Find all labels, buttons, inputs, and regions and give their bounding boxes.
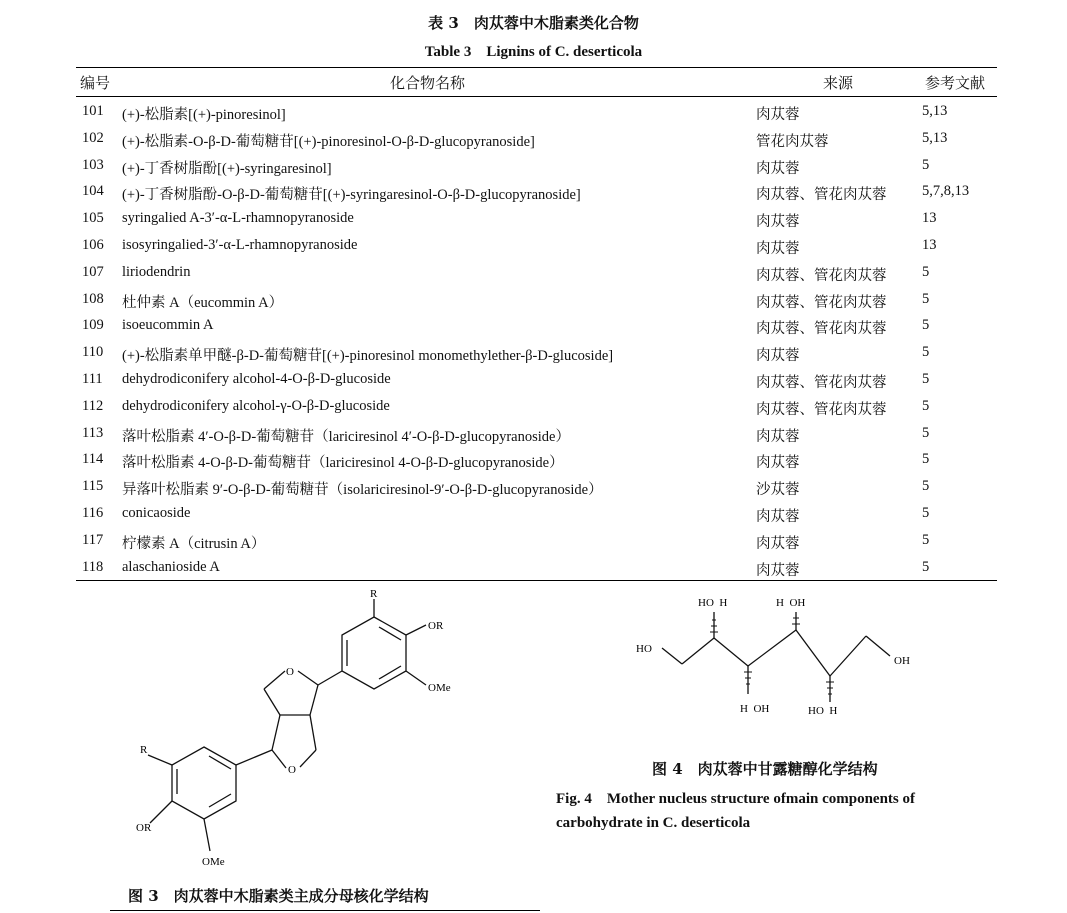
fig3-label-r-bottom: R: [140, 744, 148, 756]
row-no: 112: [82, 397, 104, 414]
table-row: [0, 340, 1067, 367]
row-source: 肉苁蓉: [756, 160, 800, 177]
row-no: 108: [82, 290, 104, 307]
row-name: 柠檬素 A（citrusin A）: [122, 535, 266, 552]
row-name: syringalied A-3′-α-L-rhamnopyranoside: [122, 210, 354, 227]
row-ref: 5: [922, 263, 930, 280]
table-row: [0, 474, 1067, 501]
row-no: 110: [82, 344, 104, 361]
row-name: dehydrodiconifery alcohol-γ-O-β-D-glucoside: [122, 397, 390, 414]
fig4-label-ho-h-lower: HO H: [808, 705, 838, 717]
row-name: dehydrodiconifery alcohol-4-O-β-D-glucoside: [122, 371, 391, 387]
row-ref: 13: [922, 237, 937, 253]
table-row: [0, 153, 1067, 180]
row-source: 肉苁蓉: [756, 241, 800, 257]
fig3-label-ome-bottom: OMe: [202, 856, 225, 868]
header-no: 编号: [80, 74, 111, 92]
fig3-structure: [120, 585, 480, 875]
row-no: 106: [82, 237, 104, 253]
table-row: [0, 287, 1067, 314]
row-name: 异落叶松脂素 9′-O-β-D-葡萄糖苷（isolariciresinol-9′-O-β-D-glucopyranoside）: [122, 482, 603, 499]
row-ref: 13: [922, 210, 937, 227]
row-name: (+)-松脂素单甲醚-β-D-葡萄糖苷[(+)-pinoresinol monomethylether-β-D-glucoside]: [122, 348, 614, 365]
row-name: (+)-丁香树脂酚[(+)-syringaresinol]: [122, 160, 332, 177]
row-ref: 5,13: [922, 129, 948, 146]
row-no: 107: [82, 263, 104, 280]
row-no: 117: [82, 531, 104, 548]
row-ref: 5: [922, 451, 930, 468]
fig4-label-ho-left: HO: [636, 643, 652, 655]
row-source: 沙苁蓉: [756, 482, 800, 499]
table-row: [0, 206, 1067, 233]
row-source: 肉苁蓉: [756, 214, 800, 231]
header-name: 化合物名称: [390, 74, 466, 92]
row-source: 肉苁蓉: [756, 562, 800, 579]
table-row: [0, 233, 1067, 260]
table-row: [0, 126, 1067, 153]
table-row: [0, 421, 1067, 448]
row-no: 114: [82, 451, 104, 468]
table-header-rule: [76, 96, 997, 97]
row-no: 116: [82, 505, 104, 521]
row-no: 115: [82, 478, 104, 495]
fig4-label-h-oh-upper: H OH: [776, 597, 806, 609]
table-row: [0, 501, 1067, 528]
table-row: [0, 555, 1067, 582]
row-name: 落叶松脂素 4-O-β-D-葡萄糖苷（lariciresinol 4-O-β-D-glucopyranoside）: [122, 455, 564, 472]
fig4-caption-en-line2: carbohydrate in C. deserticola: [556, 815, 751, 831]
row-source: 肉苁蓉、管花肉苁蓉: [756, 401, 887, 418]
row-name: (+)-丁香树脂酚-O-β-D-葡萄糖苷[(+)-syringaresinol-O-β-D-glucopyranoside]: [122, 187, 581, 204]
table-row: [0, 394, 1067, 421]
row-source: 肉苁蓉: [756, 455, 800, 472]
row-source: 肉苁蓉、管花肉苁蓉: [756, 187, 887, 204]
fig4-caption-en-line1: Fig. 4 Mother nucleus structure ofmain components of: [556, 791, 916, 807]
row-source: 管花肉苁蓉: [756, 133, 829, 150]
row-source: 肉苁蓉: [756, 348, 800, 365]
row-no: 113: [82, 424, 104, 441]
fig3-label-ome-top: OMe: [428, 682, 451, 694]
row-ref: 5,7,8,13: [922, 183, 970, 200]
table-row: [0, 528, 1067, 555]
table-top-rule: [76, 67, 997, 68]
fig3-footer-rule: [110, 910, 540, 911]
row-ref: 5: [922, 344, 930, 361]
row-name: liriodendrin: [122, 263, 191, 280]
row-ref: 5: [922, 397, 930, 414]
row-name: (+)-松脂素[(+)-pinoresinol]: [122, 107, 286, 123]
row-ref: 5: [922, 290, 930, 307]
row-ref: 5: [922, 371, 930, 387]
row-name: 落叶松脂素 4′-O-β-D-葡萄糖苷（lariciresinol 4′-O-β-D-glucopyranoside）: [122, 428, 570, 445]
row-source: 肉苁蓉: [756, 107, 800, 123]
row-name: 杜仲素 A（eucommin A）: [122, 294, 284, 311]
row-no: 104: [82, 183, 104, 200]
table-row: [0, 367, 1067, 394]
row-ref: 5: [922, 424, 930, 441]
table-row: [0, 99, 1067, 126]
fig4-structure: [630, 590, 930, 720]
fig4-label-oh-right: OH: [894, 655, 910, 667]
table-row: [0, 447, 1067, 474]
fig3-label-o-lower: O: [288, 764, 296, 776]
row-ref: 5: [922, 505, 930, 521]
fig3-label-o-upper: O: [286, 666, 294, 678]
fig4-caption-cn: 图 4 肉苁蓉中甘露糖醇化学结构: [652, 760, 878, 778]
table-caption-en: Table 3 Lignins of C. deserticola: [424, 44, 643, 60]
row-ref: 5: [922, 156, 930, 173]
table-row: [0, 313, 1067, 340]
row-name: isosyringalied-3′-α-L-rhamnopyranoside: [122, 237, 358, 253]
row-source: 肉苁蓉、管花肉苁蓉: [756, 375, 887, 391]
row-name: isoeucommin A: [122, 317, 214, 334]
fig3-label-or-bottom: OR: [136, 822, 152, 834]
row-source: 肉苁蓉、管花肉苁蓉: [756, 267, 887, 284]
table-caption-cn: 表 3 肉苁蓉中木脂素类化合物: [428, 14, 639, 32]
table-bottom-rule: [76, 580, 997, 581]
row-source: 肉苁蓉、管花肉苁蓉: [756, 321, 887, 338]
fig3-caption: 图 3 肉苁蓉中木脂素类主成分母核化学结构: [128, 887, 429, 905]
row-no: 103: [82, 156, 104, 173]
row-ref: 5: [922, 531, 930, 548]
table-row: [0, 179, 1067, 206]
table-row: [0, 260, 1067, 287]
row-no: 109: [82, 317, 104, 334]
row-ref: 5: [922, 478, 930, 495]
fig3-label-r-top: R: [370, 588, 378, 600]
row-ref: 5: [922, 317, 930, 334]
row-no: 118: [82, 558, 104, 575]
row-name: conicaoside: [122, 505, 191, 521]
row-name: alaschanioside A: [122, 558, 220, 575]
header-source: 来源: [823, 74, 854, 92]
fig3-label-or-top: OR: [428, 620, 444, 632]
row-ref: 5,13: [922, 103, 948, 119]
row-no: 102: [82, 129, 104, 146]
fig4-label-ho-h: HO H: [698, 597, 728, 609]
row-name: (+)-松脂素-O-β-D-葡萄糖苷[(+)-pinoresinol-O-β-D-glucopyranoside]: [122, 133, 535, 150]
row-no: 105: [82, 210, 104, 227]
row-source: 肉苁蓉: [756, 428, 800, 445]
row-ref: 5: [922, 558, 930, 575]
row-no: 111: [82, 371, 103, 387]
row-source: 肉苁蓉: [756, 535, 800, 552]
header-ref: 参考文献: [925, 74, 986, 92]
row-source: 肉苁蓉: [756, 509, 800, 525]
row-source: 肉苁蓉、管花肉苁蓉: [756, 294, 887, 311]
fig4-label-h-oh-lower: H OH: [740, 703, 770, 715]
row-no: 101: [82, 103, 104, 119]
